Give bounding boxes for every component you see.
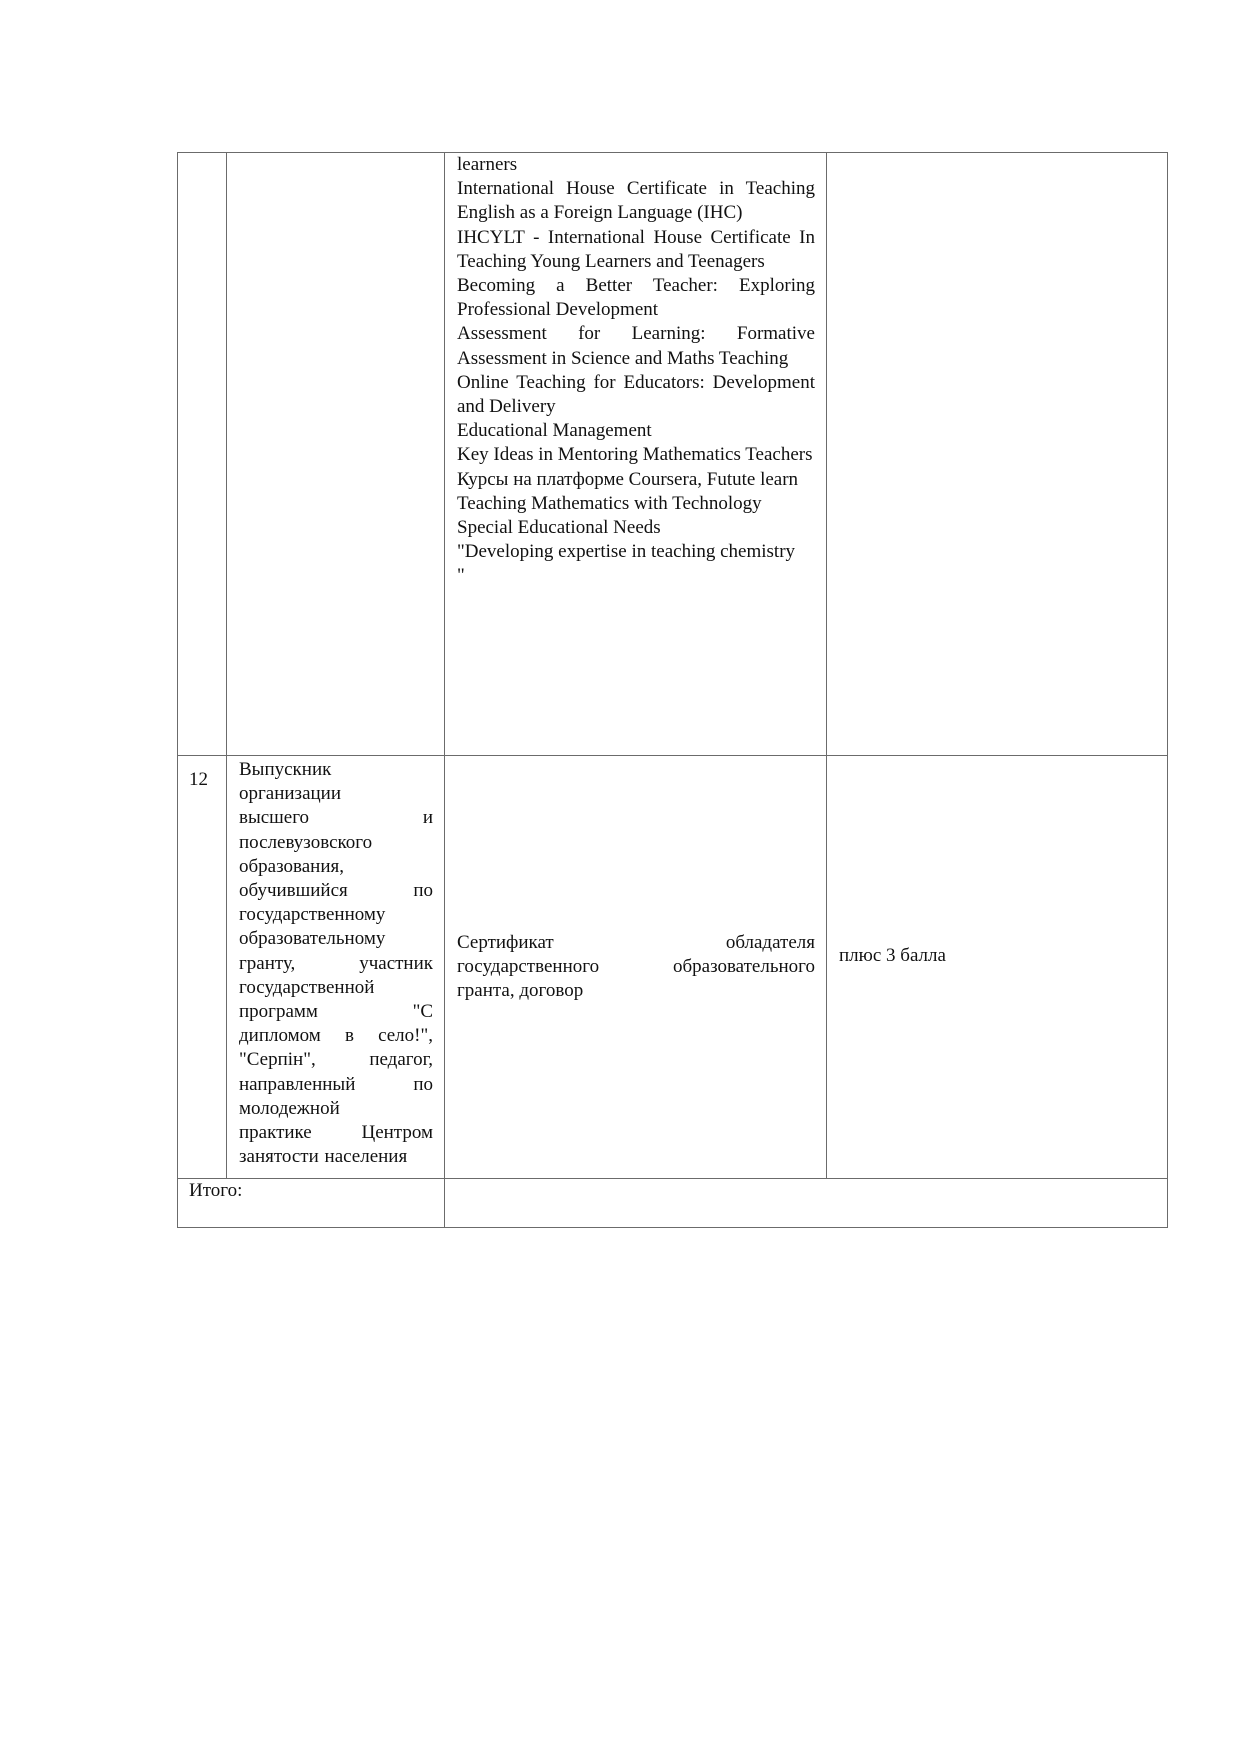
category-line: Выпускник <box>239 759 332 780</box>
course-item: Educational Management <box>457 420 652 442</box>
course-item: Key Ideas in Mentoring Mathematics Teachers <box>457 444 813 466</box>
course-item: "Developing expertise in teaching chemistry <box>457 541 796 563</box>
category-line: образовательному <box>239 928 386 950</box>
total-label: Итого: <box>178 1179 445 1228</box>
course-item: Курсы на платформе Coursera, Futute learn <box>457 468 799 490</box>
course-item: Assessment for Learning: Formative Assessment in Science and Maths Teaching <box>457 323 815 369</box>
points-text: плюс 3 балла <box>839 944 946 966</box>
category-line: государственному <box>239 904 386 926</box>
criteria-table <box>177 152 1168 1228</box>
category-line: гранту, участник <box>239 952 433 974</box>
total-value <box>445 1179 1168 1228</box>
document-line: Сертификат обладателя <box>457 931 815 953</box>
category-line: образования, <box>239 855 344 877</box>
category-line: высшего и <box>239 807 433 829</box>
courses-cell <box>445 153 827 756</box>
category-cell <box>227 153 445 756</box>
category-line: "Серпін", педагог, <box>239 1049 433 1071</box>
category-line: занятости населения <box>239 1146 408 1168</box>
course-item: Becoming a Better Teacher: Exploring Professional Development <box>457 275 815 321</box>
table-row-courses <box>178 153 1168 756</box>
document-line: государственного образовательного <box>457 955 815 977</box>
category-cell <box>227 756 445 1179</box>
category-line: государственной <box>239 976 375 998</box>
category-line: дипломом в село!", <box>239 1025 433 1047</box>
category-line: обучившийся по <box>239 880 433 902</box>
course-item: " <box>457 565 465 587</box>
table-row-grant <box>178 756 1168 1179</box>
category-text <box>227 756 444 1169</box>
row-number-cell: 12 <box>178 756 227 1179</box>
category-line: организации <box>239 783 342 805</box>
points-cell <box>827 153 1168 756</box>
document-cell <box>445 756 827 1179</box>
category-line: практике Центром <box>239 1122 433 1144</box>
course-item: IHCYLT - International House Certificate In Teaching Young Learners and Teenagers <box>457 226 815 272</box>
row-number-cell <box>178 153 227 756</box>
course-item: Online Teaching for Educators: Development and Delivery <box>457 371 815 418</box>
category-line: послевузовского <box>239 831 373 853</box>
course-item: learners <box>457 154 518 175</box>
course-item: Special Educational Needs <box>457 517 661 539</box>
table-row-total <box>178 1179 1168 1228</box>
document-text <box>445 931 826 1004</box>
course-item: International House Certificate in Teaching English as a Foreign Language (IHC) <box>457 178 815 224</box>
course-list <box>445 153 826 589</box>
document-line: гранта, договор <box>457 980 584 1002</box>
course-item: Teaching Mathematics with Technology <box>457 492 762 514</box>
points-cell <box>827 756 1168 1179</box>
category-line: молодежной <box>239 1097 340 1119</box>
category-line: направленный по <box>239 1073 433 1095</box>
category-line: программ "С <box>239 1001 433 1023</box>
